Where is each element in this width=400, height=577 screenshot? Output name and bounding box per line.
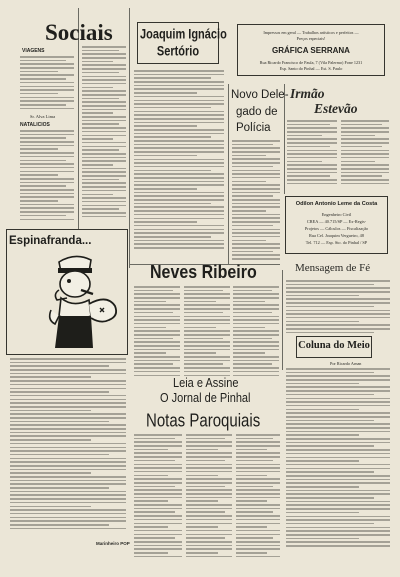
sertorio-title-line2: Sertório	[156, 44, 200, 59]
sociais-subhead: NATALICIOS	[20, 122, 50, 128]
irmao-estevao-line2: Estevão	[314, 101, 358, 116]
ad-odilon-name: Odilon Antonio Leme da Costa	[295, 201, 378, 207]
sociais-section-label: VIAGENS	[22, 48, 45, 54]
column-rule	[228, 84, 229, 264]
ad-odilon-line3: Projetos — Cálculos — Fiscalização	[304, 226, 369, 231]
ad-serrana-city: Esp. Santo do Pinhal — Est. S. Paulo	[279, 66, 343, 71]
novo-delegado-text	[232, 140, 280, 262]
ad-serrana-address: Rua Ricardo Francisco de Paula, 7 (Vila Palermo) Fone 1231	[259, 60, 363, 65]
espinafranda-title: Espinafranda...	[9, 235, 92, 247]
espinafranda-signature: Marinheiro POP	[96, 541, 130, 546]
sociais-signature: Sr. Alva Lima	[30, 114, 56, 119]
coluna-text	[286, 368, 390, 549]
irmao-estevao-line1: Irmão	[290, 86, 325, 101]
coluna-byline: Por Ricardo Arnan	[330, 361, 362, 366]
sociais-text-left	[20, 56, 74, 111]
irmao-estevao-text-right	[341, 120, 389, 186]
sociais-text-right	[82, 46, 126, 219]
leia-line2: O Jornal de Pinhal	[160, 391, 251, 406]
neves-text-col2	[184, 286, 230, 378]
popeye-illustration	[45, 250, 123, 350]
ad-serrana-name: GRÁFICA SERRANA	[272, 46, 350, 55]
espinafranda-text	[10, 358, 126, 531]
sociais-text-left-2	[20, 130, 74, 222]
novo-delegado-line2: gado de	[236, 106, 278, 118]
ad-serrana-line2: Preços especiais!	[296, 36, 326, 41]
ad-odilon-line4: Rua Cel. Joaquim Vergueiro, 48	[309, 233, 364, 238]
novo-delegado-line3: Polícia	[236, 122, 271, 134]
neves-text-col1	[134, 286, 180, 378]
mensagem-text	[286, 280, 390, 335]
ad-odilon-line5: Tel. 712 — Esp. Sto. do Pinhal / SP	[305, 240, 368, 245]
mensagem-title: Mensagem de Fé	[295, 262, 371, 274]
column-rule	[282, 270, 283, 370]
neves-text-col3	[233, 286, 279, 378]
column-rule	[129, 8, 130, 268]
notas-title: Notas Paroquiais	[146, 411, 261, 432]
notas-text-col1	[134, 434, 182, 559]
ad-odilon-line2: CREA — 40.715/SP — Ex-Regis-	[306, 219, 367, 224]
coluna-title: Coluna do Meio	[298, 340, 370, 351]
sertorio-text	[134, 70, 224, 251]
novo-delegado-line1: Novo Dele-	[231, 89, 289, 101]
sertorio-title-line1: Joaquim Ignácio	[140, 27, 227, 42]
neves-title: Neves Ribeiro	[150, 263, 257, 283]
notas-text-col3	[236, 434, 280, 559]
leia-line1: Leia e Assine	[173, 376, 239, 391]
ad-odilon-line1: Engenheiro Civil	[321, 212, 352, 217]
notas-text-col2	[186, 434, 232, 559]
sociais-title: Sociais	[45, 20, 113, 45]
irmao-estevao-text-left	[287, 120, 337, 186]
ad-serrana-line1: Impressos em geral — Trabalhos artísticos e perfeitos —	[263, 30, 359, 35]
